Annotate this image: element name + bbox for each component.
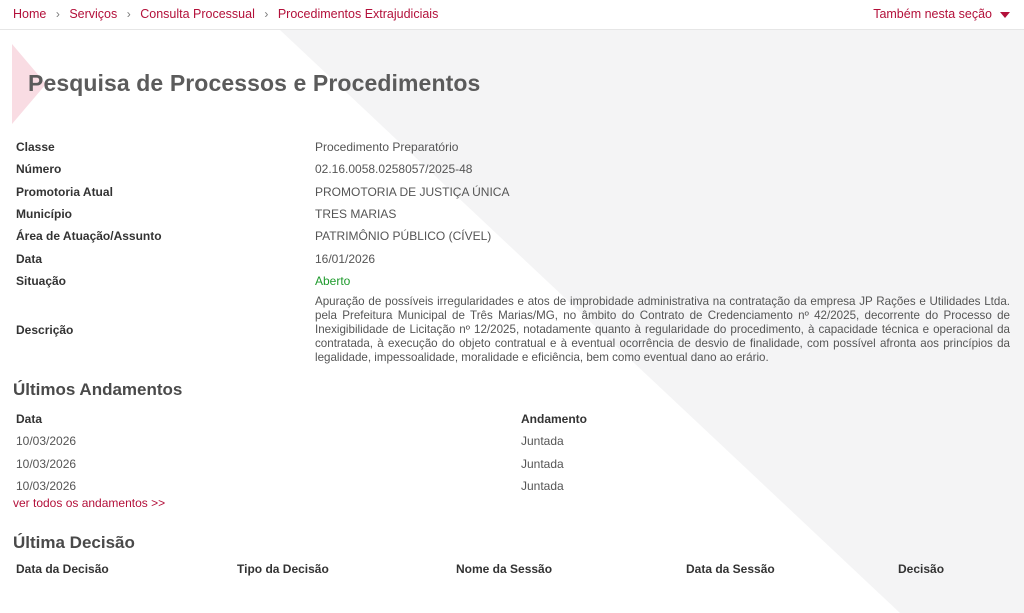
table-row <box>16 430 1010 452</box>
also-in-section-label: Também nesta seção <box>873 7 992 21</box>
section-title-andamentos: Últimos Andamentos <box>13 380 183 399</box>
detail-row-situacao <box>16 270 1010 292</box>
detail-row-descricao <box>16 295 1010 365</box>
detail-row-municipio <box>16 203 1010 225</box>
column-header: Decisão <box>898 562 945 576</box>
detail-value: TRES MARIAS <box>315 207 397 222</box>
table-cell: 10/03/2026 <box>16 434 77 449</box>
detail-label: Descrição <box>16 323 74 338</box>
detail-value: PROMOTORIA DE JUSTIÇA ÚNICA <box>315 184 510 199</box>
chevron-right-icon: › <box>126 7 131 21</box>
column-header: Data da Sessão <box>686 562 775 576</box>
detail-label: Área de Atuação/Assunto <box>16 229 162 244</box>
detail-label: Número <box>16 162 62 177</box>
table-cell: 10/03/2026 <box>16 479 77 494</box>
top-bar <box>0 0 1024 30</box>
column-header: Data da Decisão <box>16 562 109 576</box>
column-header: Data <box>16 412 43 427</box>
chevron-right-icon: › <box>264 7 269 21</box>
chevron-right-icon: › <box>55 7 60 21</box>
table-row <box>16 475 1010 497</box>
detail-value: 02.16.0058.0258057/2025-48 <box>315 162 473 177</box>
detail-value: Procedimento Preparatório <box>315 140 459 155</box>
detail-row-data <box>16 247 1010 269</box>
breadcrumb-consulta-processual[interactable]: Consulta Processual <box>140 7 255 21</box>
detail-label: Situação <box>16 273 67 288</box>
breadcrumb <box>13 7 438 21</box>
detail-value: 16/01/2026 <box>315 251 376 266</box>
process-details <box>16 136 1010 365</box>
table-cell: Juntada <box>521 479 564 494</box>
column-header: Tipo da Decisão <box>237 562 329 576</box>
also-in-section-menu[interactable] <box>873 7 1010 21</box>
detail-label: Município <box>16 207 72 222</box>
breadcrumb-procedimentos-extrajudiciais[interactable]: Procedimentos Extrajudiciais <box>277 7 439 21</box>
breadcrumb-servicos[interactable]: Serviços <box>69 7 118 21</box>
detail-row-numero <box>16 158 1010 180</box>
table-row <box>16 453 1010 475</box>
section-title-decisao: Última Decisão <box>13 533 135 552</box>
table-cell: 10/03/2026 <box>16 456 77 471</box>
andamentos-table <box>16 408 1010 497</box>
detail-value: PATRIMÔNIO PÚBLICO (CÍVEL) <box>315 229 492 244</box>
detail-row-area <box>16 225 1010 247</box>
table-cell: Juntada <box>521 434 564 449</box>
caret-down-icon <box>1000 12 1010 18</box>
table-cell: Juntada <box>521 456 564 471</box>
status-badge: Aberto <box>315 273 351 288</box>
breadcrumb-home[interactable]: Home <box>13 7 47 21</box>
detail-row-promotoria <box>16 181 1010 203</box>
detail-label: Classe <box>16 140 55 155</box>
detail-row-classe <box>16 136 1010 158</box>
table-header-row <box>16 408 1010 430</box>
detail-label: Data <box>16 251 43 266</box>
detail-label: Promotoria Atual <box>16 184 113 199</box>
column-header: Nome da Sessão <box>456 562 553 576</box>
decisao-table-header <box>16 562 1010 576</box>
description-text: Apuração de possíveis irregularidades e atos de improbidade administrativa na contratação da empresa JP Rações e Utilidades Ltda. pela Prefeitura Municipal de Três Marias/MG, no âmbito do Contrato de Credenciamento nº 42/2025, decorrente do Processo de Inexigibilidade de Licitação nº 12/2025, notadamente quanto à regularidade do procedimento, à capacidade técnica e operacional da contratada, à execução do objeto contratual e à eventual ocorrência de desvio de finalidade, com possível afronta aos princípios da legalidade, impessoalidade, moralidade e eficiência, bem como eventual dano ao erário. <box>315 295 1010 365</box>
page-title: Pesquisa de Processos e Procedimentos <box>28 70 481 96</box>
view-all-andamentos-link[interactable]: ver todos os andamentos >> <box>13 496 166 510</box>
column-header: Andamento <box>521 412 587 427</box>
